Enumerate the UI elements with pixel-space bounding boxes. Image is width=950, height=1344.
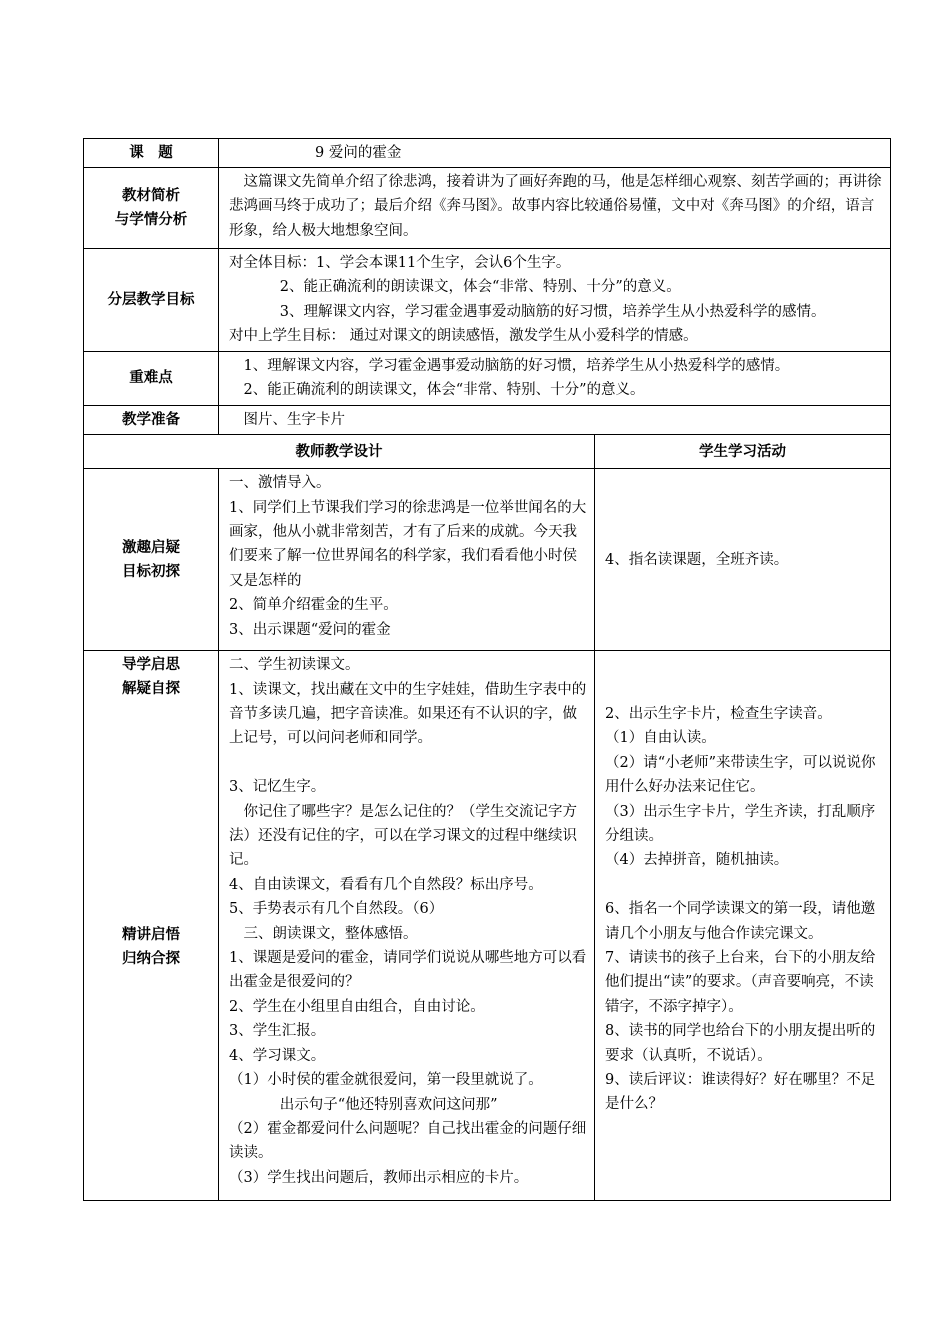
- section-2-student: 2、出示生字卡片，检查生字读音。 （1）自由认读。 （2）请“小老师”来带读生字，可以说说你用什么好办法来记住它。 （3）出示生字卡片，学生齐读，打乱顺序分组读。 （4）去掉拼音，随机抽读。 6、指名一个同学读课文的第一段，请他邀请几个小朋友与他合作读完课文。 7、请读书的孩子上台来，台下的小朋友给他们提出“读”的要求。（声音要响亮，不读错字，不添字掉字）。 8、读书的同学也给台下的小朋友提出听的要求（认真听，不说话）。 9、读后评议：谁读得好？好在哪里？不足是什么？: [595, 651, 891, 1201]
- label-goals: 分层教学目标: [84, 249, 219, 352]
- label-analysis: 教材简析 与学情分析: [84, 168, 219, 249]
- goals-text: 对全体目标：1、学会本课11个生字，会认6个生字。 2、能正确流利的朗读课文，体会“非常、特别、十分”的意义。 3、理解课文内容，学习霍金遇事爱动脑筋的好习惯，培养学生从小热爱科学的感情。 对中上学生目标： 通过对课文的朗读感悟，激发学生从小爱科学的情感。: [219, 249, 891, 352]
- label-section-2a: 导学启思 解疑自探: [122, 657, 180, 698]
- lesson-plan-table: [83, 138, 891, 1201]
- column-header-student: 学生学习活动: [595, 435, 891, 469]
- row-key-points: [84, 352, 891, 406]
- row-goals: [84, 249, 891, 352]
- row-section-2: [84, 651, 891, 1201]
- prep-text: 图片、生字卡片: [219, 405, 891, 434]
- label-section-2b: 精讲启悟 归纳合探: [122, 927, 180, 968]
- section-2-teacher: 二、学生初读课文。 1、读课文，找出藏在文中的生字娃娃，借助生字表中的音节多读几遍，把字音读准。如果还有不认识的字，做上记号，可以问问老师和同学。 3、记忆生字。 你记住了哪些字？是怎么记住的？（学生交流记字方法）还没有记住的字，可以在学习课文的过程中继续识记。 4、自由读课文，看看有几个自然段？标出序号。 5、手势表示有几个自然段。（6） 三、朗读课文，整体感悟。 1、课题是爱问的霍金，请同学们说说从哪些地方可以看出霍金是很爱问的？ 2、学生在小组里自由组合，自由讨论。 3、学生汇报。 4、学习课文。 （1）小时侯的霍金就很爱问，第一段里就说了。 出示句子“他还特别喜欢问这问那” （2）霍金都爱问什么问题呢？自己找出霍金的问题仔细读读。 （3）学生找出问题后，教师出示相应的卡片。: [219, 651, 595, 1201]
- row-prep: [84, 405, 891, 434]
- row-topic: [84, 139, 891, 168]
- label-key-points: 重难点: [84, 352, 219, 406]
- row-section-1: [84, 469, 891, 651]
- row-analysis: [84, 168, 891, 249]
- section-1-student: 4、指名读课题，全班齐读。: [595, 469, 891, 651]
- row-column-headers: [84, 435, 891, 469]
- lesson-plan: [83, 138, 890, 1201]
- label-section-2: [84, 651, 219, 1201]
- column-header-teacher: 教师教学设计: [84, 435, 595, 469]
- label-prep: 教学准备: [84, 405, 219, 434]
- section-1-teacher: 一、激情导入。 1、同学们上节课我们学习的徐悲鸿是一位举世闻名的大画家，他从小就非常刻苦，才有了后来的成就。今天我们要来了解一位世界闻名的科学家，我们看看他小时侯又是怎样的 2、简单介绍霍金的生平。 3、出示课题“爱问的霍金: [219, 469, 595, 651]
- label-topic: 课 题: [84, 139, 219, 168]
- lesson-title: 9 爱问的霍金: [219, 139, 891, 168]
- key-points-text: 1、理解课文内容，学习霍金遇事爱动脑筋的好习惯，培养学生从小热爱科学的感情。 2、能正确流利的朗读课文，体会“非常、特别、十分”的意义。: [219, 352, 891, 406]
- analysis-text: 这篇课文先简单介绍了徐悲鸿，接着讲为了画好奔跑的马，他是怎样细心观察、刻苦学画的；再讲徐悲鸿画马终于成功了；最后介绍《奔马图》。故事内容比较通俗易懂，文中对《奔马图》的介绍，语言形象，给人极大地想象空间。: [219, 168, 891, 249]
- label-section-1: 激趣启疑 目标初探: [84, 469, 219, 651]
